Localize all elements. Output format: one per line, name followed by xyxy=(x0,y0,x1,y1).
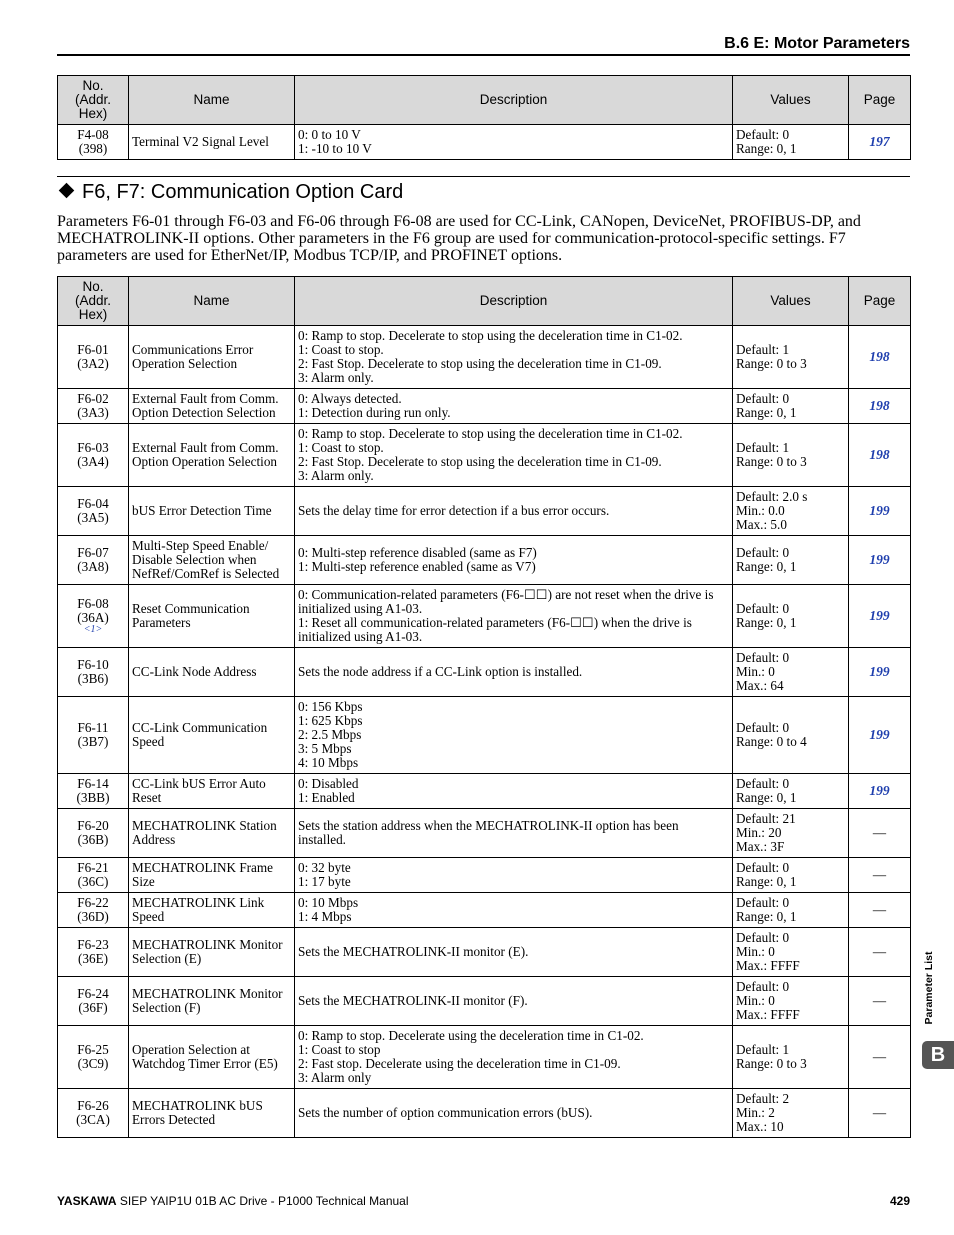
page-dash: — xyxy=(872,944,887,959)
param-page xyxy=(849,125,911,160)
col-header-values: Values xyxy=(733,76,849,125)
footer xyxy=(57,1194,910,1208)
page-dash: — xyxy=(872,1105,887,1120)
page-dash: — xyxy=(872,993,887,1008)
param-values: Default: 2 Min.: 2 Max.: 10 xyxy=(733,1089,849,1138)
param-number-text: F6-02 (3A3) xyxy=(77,391,109,420)
table-row xyxy=(58,326,911,389)
param-number-text: F6-21 (36C) xyxy=(77,860,109,889)
param-page xyxy=(849,585,911,648)
param-name: CC-Link Node Address xyxy=(129,648,295,697)
param-values: Default: 0 Range: 0, 1 xyxy=(733,893,849,928)
param-description: 0: Communication-related parameters (F6-☐☐) are not reset when the drive is initialized using A1-03. 1: Reset all communication-related parameters (F6-☐☐) when the drive is initialized using A1-03. xyxy=(295,585,733,648)
section-rule xyxy=(57,176,910,177)
param-description: Sets the delay time for error detection if a bus error occurs. xyxy=(295,487,733,536)
table-row xyxy=(58,125,911,160)
table-header-row xyxy=(58,76,911,125)
page-dash: — xyxy=(872,1049,887,1064)
param-number-text: F4-08 (398) xyxy=(77,127,109,156)
table-row xyxy=(58,389,911,424)
param-number xyxy=(58,774,129,809)
param-description: 0: Multi-step reference disabled (same as F7) 1: Multi-step reference enabled (same as V7) xyxy=(295,536,733,585)
param-description: Sets the MECHATROLINK-II monitor (E). xyxy=(295,928,733,977)
param-page xyxy=(849,487,911,536)
param-description: 0: 156 Kbps 1: 625 Kbps 2: 2.5 Mbps 3: 5 Mbps 4: 10 Mbps xyxy=(295,697,733,774)
param-page xyxy=(849,893,911,928)
param-name: CC-Link bUS Error Auto Reset xyxy=(129,774,295,809)
param-name: Operation Selection at Watchdog Timer Error (E5) xyxy=(129,1026,295,1089)
param-values: Default: 0 Range: 0, 1 xyxy=(733,389,849,424)
param-number-text: F6-24 (36F) xyxy=(77,986,109,1015)
col-header-page: Page xyxy=(849,76,911,125)
table-row xyxy=(58,697,911,774)
footer-brand: YASKAWA xyxy=(57,1194,117,1208)
param-values: Default: 0 Range: 0, 1 xyxy=(733,125,849,160)
param-name: Terminal V2 Signal Level xyxy=(129,125,295,160)
param-page xyxy=(849,928,911,977)
param-name: MECHATROLINK Link Speed xyxy=(129,893,295,928)
param-name: CC-Link Communication Speed xyxy=(129,697,295,774)
page-dash: — xyxy=(872,902,887,917)
param-values: Default: 0 Range: 0 to 4 xyxy=(733,697,849,774)
side-label-text: Parameter List xyxy=(923,951,935,1025)
param-description: 0: 10 Mbps 1: 4 Mbps xyxy=(295,893,733,928)
param-page xyxy=(849,648,911,697)
param-number-text: F6-23 (36E) xyxy=(77,937,109,966)
section-heading-text: F6, F7: Communication Option Card xyxy=(82,181,404,203)
param-description: Sets the station address when the MECHATROLINK-II option has been installed. xyxy=(295,809,733,858)
param-values: Default: 2.0 s Min.: 0.0 Max.: 5.0 xyxy=(733,487,849,536)
diamond-bullet-icon xyxy=(59,183,75,199)
param-values: Default: 0 Range: 0, 1 xyxy=(733,536,849,585)
param-values: Default: 0 Range: 0, 1 xyxy=(733,585,849,648)
section-header: B.6 E: Motor Parameters xyxy=(724,35,910,52)
param-description: 0: Ramp to stop. Decelerate to stop using the deceleration time in C1-02. 1: Coast to stop. 2: Fast Stop. Decelerate to stop using the deceleration time in C1-09. 3: Alarm only. xyxy=(295,326,733,389)
param-number xyxy=(58,326,129,389)
param-values: Default: 0 Range: 0, 1 xyxy=(733,774,849,809)
param-name: MECHATROLINK Monitor Selection (F) xyxy=(129,977,295,1026)
param-page xyxy=(849,809,911,858)
param-number-text: F6-11 (3B7) xyxy=(77,720,109,749)
param-values: Default: 1 Range: 0 to 3 xyxy=(733,1026,849,1089)
param-number xyxy=(58,1089,129,1138)
param-name: bUS Error Detection Time xyxy=(129,487,295,536)
param-number xyxy=(58,928,129,977)
parameter-table-f6 xyxy=(57,276,911,1138)
param-name: Reset Communication Parameters xyxy=(129,585,295,648)
table-row xyxy=(58,809,911,858)
col-header-no: No. (Addr. Hex) xyxy=(58,76,129,125)
param-description: 0: Ramp to stop. Decelerate using the deceleration time in C1-02. 1: Coast to stop 2: Fast stop. Decelerate using the deceleration time in C1-09. 3: Alarm only xyxy=(295,1026,733,1089)
param-number xyxy=(58,1026,129,1089)
col-header-name: Name xyxy=(129,277,295,326)
footnote-link[interactable]: <1> xyxy=(83,624,103,635)
param-values: Default: 1 Range: 0 to 3 xyxy=(733,326,849,389)
table-row xyxy=(58,1026,911,1089)
param-values: Default: 0 Min.: 0 Max.: FFFF xyxy=(733,977,849,1026)
table-row xyxy=(58,1089,911,1138)
param-number xyxy=(58,585,129,648)
page-link[interactable]: 199 xyxy=(869,783,890,798)
param-name: Communications Error Operation Selection xyxy=(129,326,295,389)
table-row xyxy=(58,536,911,585)
param-number-text: F6-03 (3A4) xyxy=(77,440,109,469)
param-name: MECHATROLINK Monitor Selection (E) xyxy=(129,928,295,977)
table-row xyxy=(58,774,911,809)
param-page xyxy=(849,536,911,585)
page-link[interactable]: 199 xyxy=(869,608,890,623)
table-row xyxy=(58,858,911,893)
page-dash: — xyxy=(872,825,887,840)
param-description: Sets the MECHATROLINK-II monitor (F). xyxy=(295,977,733,1026)
header-rule xyxy=(57,54,910,56)
col-header-description: Description xyxy=(295,76,733,125)
param-number xyxy=(58,893,129,928)
col-header-no: No. (Addr. Hex) xyxy=(58,277,129,326)
page-link[interactable]: 199 xyxy=(869,664,890,679)
param-number xyxy=(58,809,129,858)
param-page xyxy=(849,326,911,389)
param-page xyxy=(849,424,911,487)
param-page xyxy=(849,389,911,424)
param-page xyxy=(849,774,911,809)
param-values: Default: 0 Range: 0, 1 xyxy=(733,858,849,893)
param-page xyxy=(849,1026,911,1089)
table-row xyxy=(58,487,911,536)
param-page xyxy=(849,1089,911,1138)
param-number-text: F6-26 (3CA) xyxy=(76,1098,110,1127)
param-number xyxy=(58,487,129,536)
page-link[interactable]: 199 xyxy=(869,552,890,567)
param-values: Default: 0 Min.: 0 Max.: FFFF xyxy=(733,928,849,977)
footer-manual-title: SIEP YAIP1U 01B AC Drive - P1000 Technical Manual xyxy=(116,1194,409,1208)
param-number xyxy=(58,697,129,774)
param-number xyxy=(58,977,129,1026)
appendix-tab[interactable]: B xyxy=(922,1041,954,1069)
param-description: 0: Disabled 1: Enabled xyxy=(295,774,733,809)
page-link[interactable]: 197 xyxy=(869,134,890,149)
parameter-table-f4 xyxy=(57,75,911,160)
param-page xyxy=(849,858,911,893)
param-number-text: F6-14 (3BB) xyxy=(76,776,110,805)
param-name: MECHATROLINK Frame Size xyxy=(129,858,295,893)
param-number-text: F6-07 (3A8) xyxy=(77,545,109,574)
param-number xyxy=(58,389,129,424)
col-header-values: Values xyxy=(733,277,849,326)
param-number-text: F6-20 (36B) xyxy=(77,818,109,847)
param-page xyxy=(849,977,911,1026)
param-description: 0: 32 byte 1: 17 byte xyxy=(295,858,733,893)
param-number xyxy=(58,648,129,697)
param-values: Default: 1 Range: 0 to 3 xyxy=(733,424,849,487)
page-link[interactable]: 198 xyxy=(869,447,890,462)
param-name: External Fault from Comm. Option Detection Selection xyxy=(129,389,295,424)
table-row xyxy=(58,585,911,648)
table-row xyxy=(58,977,911,1026)
col-header-description: Description xyxy=(295,277,733,326)
param-number xyxy=(58,858,129,893)
param-description: Sets the node address if a CC-Link option is installed. xyxy=(295,648,733,697)
param-number xyxy=(58,536,129,585)
param-name: External Fault from Comm. Option Operation Selection xyxy=(129,424,295,487)
param-values: Default: 21 Min.: 20 Max.: 3F xyxy=(733,809,849,858)
section-heading xyxy=(57,181,403,204)
page-number: 429 xyxy=(889,1194,910,1208)
param-number xyxy=(58,424,129,487)
param-number-text: F6-25 (3C9) xyxy=(77,1042,109,1071)
param-values: Default: 0 Min.: 0 Max.: 64 xyxy=(733,648,849,697)
page-link[interactable]: 199 xyxy=(869,727,890,742)
side-label xyxy=(911,948,947,1028)
page-link[interactable]: 198 xyxy=(869,398,890,413)
param-description: Sets the number of option communication errors (bUS). xyxy=(295,1089,733,1138)
page-dash: — xyxy=(872,867,887,882)
param-name: MECHATROLINK Station Address xyxy=(129,809,295,858)
col-header-page: Page xyxy=(849,277,911,326)
param-page xyxy=(849,697,911,774)
param-number-text: F6-22 (36D) xyxy=(77,895,109,924)
param-description: 0: Always detected. 1: Detection during run only. xyxy=(295,389,733,424)
param-number-text: F6-08 (36A) xyxy=(77,596,109,625)
param-number-text: F6-04 (3A5) xyxy=(77,496,109,525)
param-name: Multi-Step Speed Enable/ Disable Selection when NefRef/ComRef is Selected xyxy=(129,536,295,585)
param-number xyxy=(58,125,129,160)
table-row xyxy=(58,928,911,977)
intro-paragraph: Parameters F6-01 through F6-03 and F6-06 through F6-08 are used for CC-Link, CANopen, DeviceNet, PROFIBUS-DP, and MECHATROLINK-II options. Other parameters in the F6 group are used for communication-protocol-specific settings. F7 parameters are used for EtherNet/IP, Modbus TCP/IP, and PROFINET options. xyxy=(57,213,861,264)
table-header-row xyxy=(58,277,911,326)
page-link[interactable]: 198 xyxy=(869,349,890,364)
col-header-name: Name xyxy=(129,76,295,125)
table-row xyxy=(58,648,911,697)
table-row xyxy=(58,424,911,487)
param-number-text: F6-01 (3A2) xyxy=(77,342,109,371)
param-number-text: F6-10 (3B6) xyxy=(77,657,109,686)
table-row xyxy=(58,893,911,928)
param-description: 0: Ramp to stop. Decelerate to stop using the deceleration time in C1-02. 1: Coast to stop. 2: Fast Stop. Decelerate to stop using the deceleration time in C1-09. 3: Alarm only. xyxy=(295,424,733,487)
param-description: 0: 0 to 10 V 1: -10 to 10 V xyxy=(295,125,733,160)
param-name: MECHATROLINK bUS Errors Detected xyxy=(129,1089,295,1138)
page-link[interactable]: 199 xyxy=(869,503,890,518)
